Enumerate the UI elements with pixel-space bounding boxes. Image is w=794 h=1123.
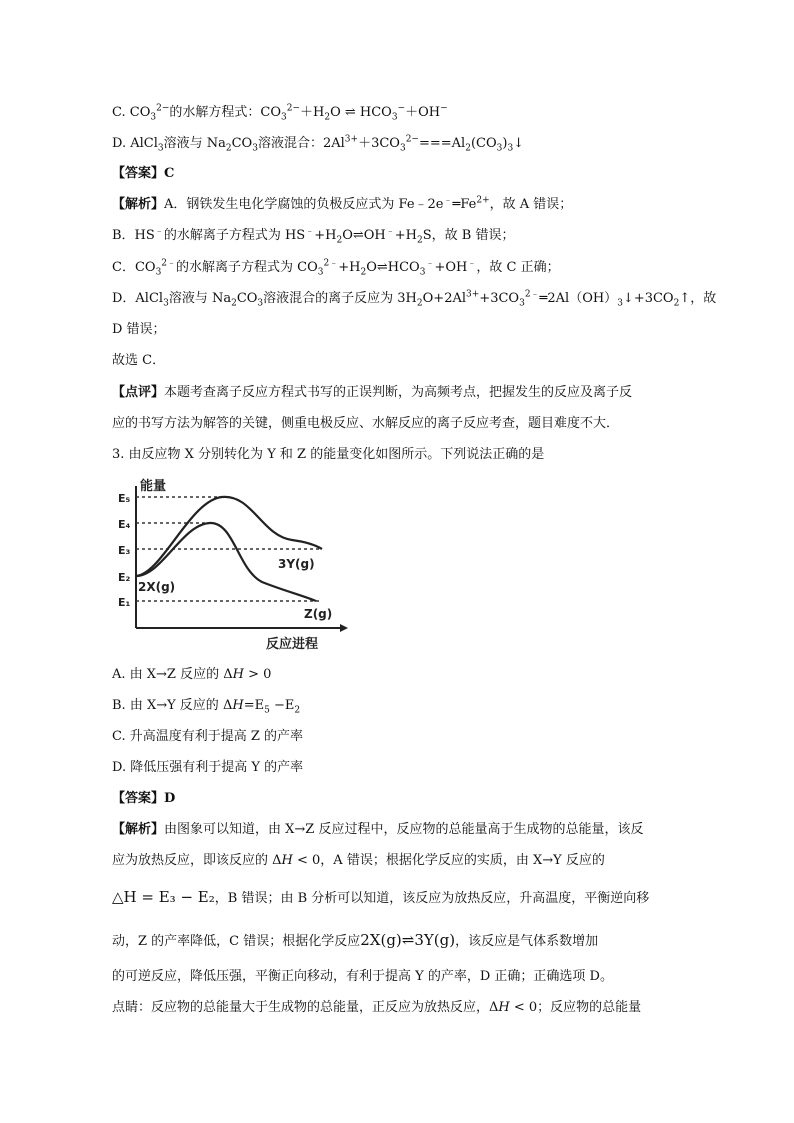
q3-option-c: C. 升高温度有利于提高 Z 的产率: [112, 729, 304, 744]
analysis-line-d: D．AlCl$_3$溶液与 $Na_2CO_3$溶液混合的离子反应为 $3H_2O+2Al^{3+}+3CO_3^{2﹣}═2Al(OH)_3↓+3CO_2↑$，故: [112, 289, 717, 309]
q3-option-a: A. 由 X→Z 反应的 ΔH > 0: [112, 667, 272, 682]
q3-option-b: B. 由 X→Y 反应的 $\Delta H=E_5 -E_2$: [112, 698, 301, 716]
level-e5: E₅: [118, 492, 131, 505]
energy-diagram: [112, 478, 348, 654]
analysis3-line-2: 应为放热反应，即该反应的 ΔH < 0，A 错误；根据化学反应的实质，由 X→Y 反应的: [112, 853, 605, 868]
q3-option-d: D. 降低压强有利于提高 Y 的产率: [112, 760, 304, 775]
level-e3: E₃: [118, 544, 131, 557]
product-y-label: 3Y(g): [278, 557, 315, 571]
x-axis-arrow-icon: [340, 624, 348, 632]
option-d-line: D. AlCl$_3$溶液与 $Na_2CO_3$溶液混合：$2Al^{3+}+3CO_3^{2-}===Al_2(CO_3)_3↓$: [112, 134, 525, 154]
analysis3-line-3: △H = E₃ − E₂，B 错误；由 B 分析可以知道，该反应为放热反应，升高温度，平衡逆向移: [112, 888, 650, 906]
x-axis-label: 反应进程: [266, 637, 319, 652]
product-z-label: Z(g): [304, 607, 333, 621]
analysis3-line-5: 的可逆反应，降低压强，平衡正向移动，有利于提高 Y 的产率，D 正确；正确选项 D。: [112, 969, 613, 984]
answer-line-1: 【答案】C: [112, 166, 175, 181]
tip-line: 点睛：反应物的总能量大于生成物的总能量，正反应为放热反应，ΔH < 0；反应物的总能量: [112, 1000, 642, 1015]
analysis-line-d-cont: D 错误；: [112, 322, 166, 337]
level-e2: E₂: [118, 571, 131, 584]
delta-h-formula: △H = E₃ − E₂: [112, 888, 215, 906]
level-e1: E₁: [118, 596, 131, 609]
analysis3-line-4: 动，Z 的产率降低，C 错误；根据化学反应2X(g)⇌3Y(g)，该反应是气体系数增加: [112, 931, 599, 949]
level-e4: E₄: [118, 518, 131, 531]
analysis-line-a: 【解析】A．钢铁发生电化学腐蚀的负极反应式为 $Fe﹣2e^﹣═Fe^{2+}$，故 A 错误；: [112, 195, 573, 212]
question-3-stem: 3. 由反应物 X 分别转化为 Y 和 Z 的能量变化如图所示。下列说法正确的是: [112, 447, 545, 462]
analysis3-line-1: 【解析】由图象可以知道，由 X→Z 反应过程中，反应物的总能量高于生成物的总能量，该反: [112, 822, 644, 837]
analysis-line-b: B．HS﹣的水解离子方程式为 $HS^﹣+H_2O\rightleftharpoons OH^﹣+H_2S$，故 B 错误；: [112, 226, 515, 246]
option-c-line: C. $CO_3^{2-}$的水解方程式：$CO_3^{2-}+H_2O$ ⇌ $HCO_3^-+OH^-$: [112, 103, 448, 123]
analysis-line-c: C．$CO_3^{2﹣}$的水解离子方程式为 $CO_3^{2﹣}+H_2O\rightleftharpoons HCO_3^﹣+OH^﹣$，故 C 正确；: [112, 258, 560, 278]
reactant-label: 2X(g): [138, 580, 176, 594]
comment-line-2: 应的书写方法为解答的关键，侧重电极反应、水解反应的离子反应考查，题目难度不大．: [112, 416, 620, 431]
y-axis-label: 能量: [140, 479, 167, 494]
choose-line: 故选 C．: [112, 353, 166, 368]
comment-line-1: 【点评】本题考查离子反应方程式书写的正误判断，为高频考点，把握发生的反应及离子反: [112, 385, 633, 400]
answer-line-3: 【答案】D: [112, 791, 176, 806]
